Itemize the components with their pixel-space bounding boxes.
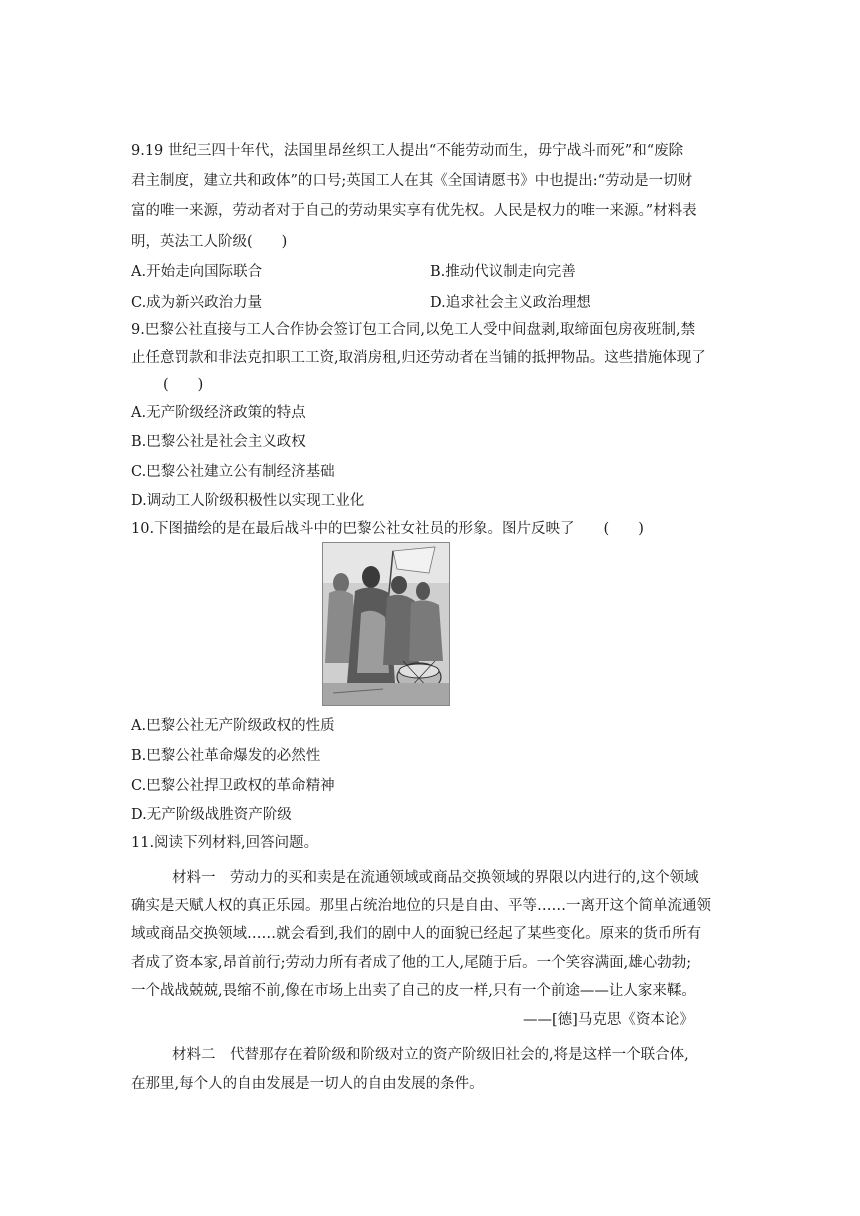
q9a-option-c: C.成为新兴政治力量: [131, 295, 263, 311]
paris-commune-illustration: [322, 542, 450, 706]
engraving-image: [323, 543, 449, 705]
q11-material1-line-2: 确实是天赋人权的真正乐园。那里占统治地位的只是自由、平等……一离开这个简单流通领: [131, 898, 711, 914]
q9b-line-2: 止任意罚款和非法克扣职工工资,取消房租,归还劳动者在当铺的抵押物品。这些措施体现了: [131, 350, 706, 366]
q11-material1-line-1: 材料一 劳动力的买和卖是在流通领域或商品交换领域的界限以内进行的,这个领域: [172, 870, 699, 886]
q9a-option-d: D.追求社会主义政治理想: [430, 295, 591, 311]
q11-source1: ——[德]马克思《资本论》: [523, 1012, 694, 1028]
q10-option-c: C.巴黎公社捍卫政权的革命精神: [131, 778, 335, 794]
q11-material2-line-2: 在那里,每个人的自由发展是一切人的自由发展的条件。: [131, 1076, 484, 1092]
q9b-line-3: ( ): [163, 377, 204, 393]
q9b-option-c: C.巴黎公社建立公有制经济基础: [131, 464, 335, 480]
q9a-line-3: 富的唯一来源，劳动者对于自己的劳动果实享有优先权。人民是权力的唯一来源。”材料表: [131, 203, 697, 219]
q9a-line-4: 明，英法工人阶级( ): [131, 234, 288, 250]
q9a-line-1: 9.19 世纪三四十年代，法国里昂丝织工人提出“不能劳动而生，毋宁战斗而死”和“废除: [131, 143, 684, 159]
q9a-option-a: A.开始走向国际联合: [131, 264, 263, 280]
q9b-option-b: B.巴黎公社是社会主义政权: [131, 434, 306, 450]
q11-material1-line-5: 一个战战兢兢,畏缩不前,像在市场上出卖了自己的皮一样,只有一个前途——让人家来鞣。: [131, 983, 696, 999]
q10-stem: 10.下图描绘的是在最后战斗中的巴黎公社女社员的形象。图片反映了 ( ): [131, 521, 644, 537]
q11-material1-line-4: 者成了资本家,昂首前行;劳动力所有者成了他的工人,尾随于后。一个笑容满面,雄心勃勃;: [131, 955, 692, 971]
q11-material2-line-1: 材料二 代替那存在着阶级和阶级对立的资产阶级旧社会的,将是这样一个联合体,: [172, 1047, 689, 1063]
q9a-option-b: B.推动代议制走向完善: [430, 264, 576, 280]
q9b-line-1: 9.巴黎公社直接与工人合作协会签订包工合同,以免工人受中间盘剥,取缔面包房夜班制,禁: [131, 322, 696, 338]
q10-option-d: D.无产阶级战胜资产阶级: [131, 807, 292, 823]
q11-material1-line-3: 域或商品交换领域……就会看到,我们的剧中人的面貌已经起了某些变化。原来的货币所有: [131, 926, 702, 942]
q9b-option-d: D.调动工人阶级积极性以实现工业化: [131, 493, 365, 509]
q9b-option-a: A.无产阶级经济政策的特点: [131, 405, 306, 421]
q9a-line-2: 君主制度，建立共和政体”的口号;英国工人在其《全国请愿书》中也提出:“劳动是一切财: [131, 173, 693, 189]
q11-stem: 11.阅读下列材料,回答问题。: [131, 835, 319, 851]
q10-option-a: A.巴黎公社无产阶级政权的性质: [131, 718, 335, 734]
q10-option-b: B.巴黎公社革命爆发的必然性: [131, 748, 321, 764]
